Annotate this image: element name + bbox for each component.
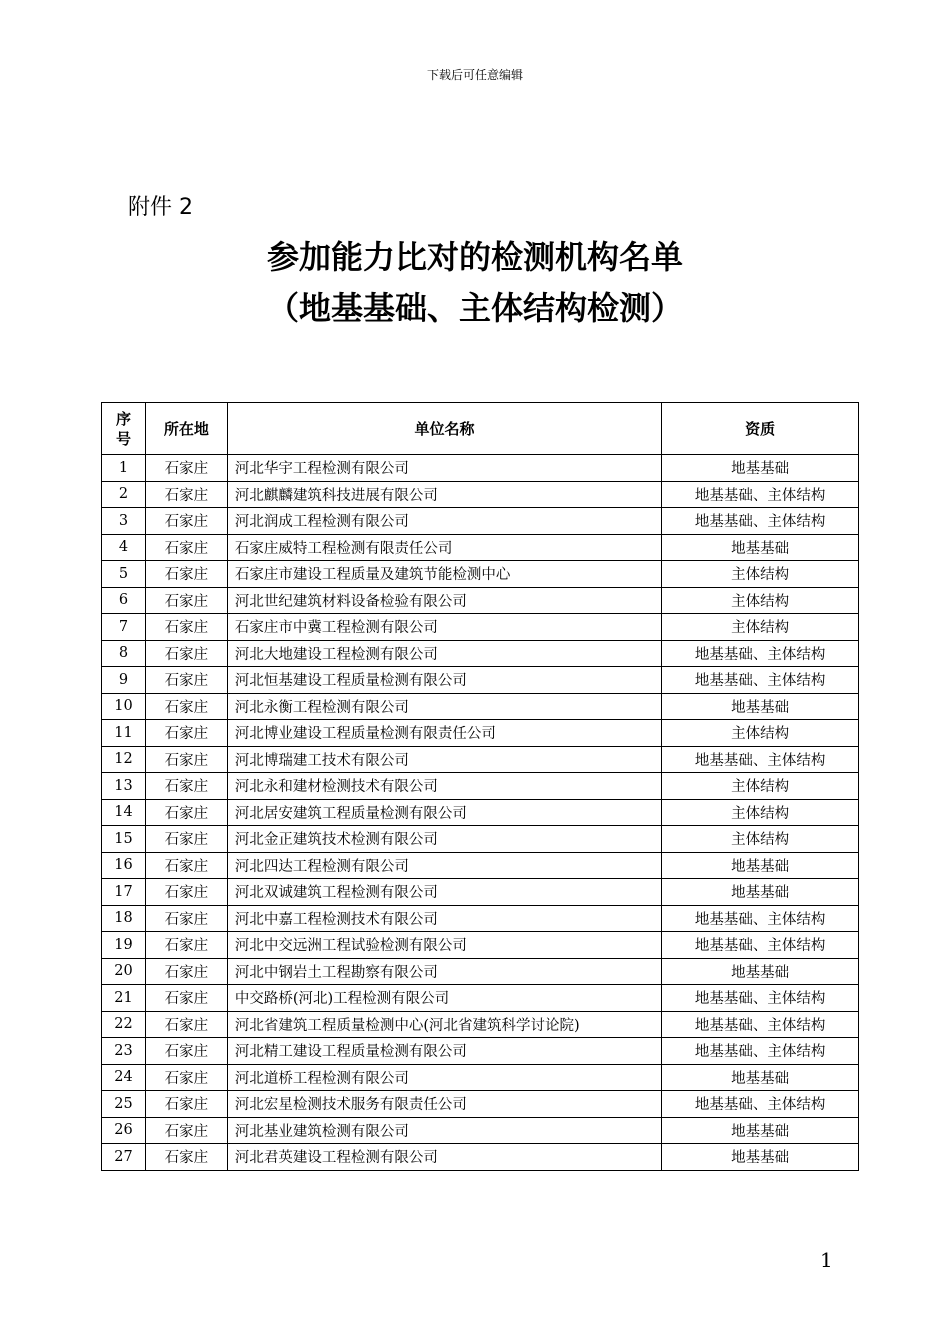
table-row [102,667,859,694]
cell-index: 26 [102,1117,146,1144]
cell-index: 15 [102,826,146,853]
cell-name: 河北双诚建筑工程检测有限公司 [227,879,661,906]
table-row [102,1117,859,1144]
cell-index: 21 [102,985,146,1012]
cell-name: 河北永衡工程检测有限公司 [227,693,661,720]
cell-name: 中交路桥(河北)工程检测有限公司 [227,985,661,1012]
table-row [102,746,859,773]
cell-index: 25 [102,1091,146,1118]
table-row [102,1038,859,1065]
cell-name: 河北麒麟建筑科技进展有限公司 [227,481,661,508]
table-row [102,587,859,614]
cell-name: 河北基业建筑检测有限公司 [227,1117,661,1144]
cell-index: 4 [102,534,146,561]
cell-location: 石家庄 [145,826,227,853]
cell-index: 6 [102,587,146,614]
cell-name: 石家庄威特工程检测有限责任公司 [227,534,661,561]
cell-qualification: 地基基础、主体结构 [662,667,859,694]
cell-location: 石家庄 [145,455,227,482]
cell-index: 5 [102,561,146,588]
table-row [102,481,859,508]
cell-location: 石家庄 [145,667,227,694]
cell-location: 石家庄 [145,1117,227,1144]
cell-qualification: 地基基础、主体结构 [662,1038,859,1065]
cell-qualification: 主体结构 [662,799,859,826]
cell-qualification: 地基基础、主体结构 [662,481,859,508]
document-title-line1: 参加能力比对的检测机构名单 [266,238,683,276]
header-name: 单位名称 [227,403,661,455]
cell-index: 10 [102,693,146,720]
cell-location: 石家庄 [145,932,227,959]
cell-name: 河北省建筑工程质量检测中心(河北省建筑科学讨论院) [227,1011,661,1038]
cell-location: 石家庄 [145,640,227,667]
cell-location: 石家庄 [145,1011,227,1038]
cell-qualification: 地基基础 [662,879,859,906]
document-title-line2: （地基基础、主体结构检测） [266,289,683,327]
cell-qualification: 地基基础 [662,958,859,985]
cell-index: 22 [102,1011,146,1038]
cell-name: 河北居安建筑工程质量检测有限公司 [227,799,661,826]
cell-name: 河北道桥工程检测有限公司 [227,1064,661,1091]
cell-name: 河北君英建设工程检测有限公司 [227,1144,661,1171]
cell-index: 23 [102,1038,146,1065]
cell-name: 河北宏星检测技术服务有限责任公司 [227,1091,661,1118]
cell-name: 石家庄市建设工程质量及建筑节能检测中心 [227,561,661,588]
cell-qualification: 地基基础、主体结构 [662,985,859,1012]
header-qualification: 资质 [662,403,859,455]
header-location: 所在地 [145,403,227,455]
cell-location: 石家庄 [145,481,227,508]
page-number: 1 [820,1248,833,1272]
cell-qualification: 地基基础 [662,534,859,561]
cell-name: 河北中嘉工程检测技术有限公司 [227,905,661,932]
table-row [102,985,859,1012]
cell-location: 石家庄 [145,958,227,985]
table-row [102,614,859,641]
header-index: 序号 [102,403,146,455]
institution-table [101,402,859,1171]
table-row [102,508,859,535]
cell-location: 石家庄 [145,561,227,588]
cell-name: 河北恒基建设工程质量检测有限公司 [227,667,661,694]
cell-name: 河北精工建设工程质量检测有限公司 [227,1038,661,1065]
table-row [102,773,859,800]
cell-qualification: 主体结构 [662,587,859,614]
cell-qualification: 主体结构 [662,614,859,641]
cell-location: 石家庄 [145,720,227,747]
cell-index: 18 [102,905,146,932]
cell-index: 1 [102,455,146,482]
cell-location: 石家庄 [145,905,227,932]
cell-location: 石家庄 [145,534,227,561]
cell-index: 20 [102,958,146,985]
table-row [102,561,859,588]
cell-qualification: 地基基础、主体结构 [662,1011,859,1038]
cell-qualification: 地基基础 [662,1117,859,1144]
header-note: 下载后可任意编辑 [426,68,523,82]
cell-index: 3 [102,508,146,535]
table-row [102,905,859,932]
cell-index: 11 [102,720,146,747]
cell-location: 石家庄 [145,852,227,879]
cell-qualification: 主体结构 [662,826,859,853]
attachment-label: 附件 2 [128,195,193,220]
cell-name: 河北博瑞建工技术有限公司 [227,746,661,773]
cell-qualification: 地基基础、主体结构 [662,640,859,667]
cell-location: 石家庄 [145,508,227,535]
table-row [102,455,859,482]
cell-qualification: 地基基础、主体结构 [662,508,859,535]
table-row [102,534,859,561]
cell-qualification: 主体结构 [662,773,859,800]
cell-name: 河北永和建材检测技术有限公司 [227,773,661,800]
cell-qualification: 地基基础、主体结构 [662,932,859,959]
cell-name: 河北华宇工程检测有限公司 [227,455,661,482]
cell-qualification: 地基基础 [662,455,859,482]
cell-location: 石家庄 [145,879,227,906]
cell-qualification: 地基基础、主体结构 [662,746,859,773]
cell-index: 17 [102,879,146,906]
cell-qualification: 地基基础 [662,1064,859,1091]
cell-index: 12 [102,746,146,773]
cell-name: 河北大地建设工程检测有限公司 [227,640,661,667]
table-row [102,879,859,906]
table-row [102,826,859,853]
cell-location: 石家庄 [145,1144,227,1171]
cell-location: 石家庄 [145,1038,227,1065]
cell-index: 16 [102,852,146,879]
cell-name: 河北中钢岩土工程勘察有限公司 [227,958,661,985]
cell-index: 19 [102,932,146,959]
cell-location: 石家庄 [145,746,227,773]
table-row [102,720,859,747]
cell-location: 石家庄 [145,614,227,641]
table-row [102,1011,859,1038]
cell-name: 河北世纪建筑材料设备检验有限公司 [227,587,661,614]
cell-qualification: 主体结构 [662,720,859,747]
cell-location: 石家庄 [145,587,227,614]
cell-qualification: 地基基础 [662,1144,859,1171]
table-row [102,1064,859,1091]
table-header-row [102,403,859,455]
cell-index: 24 [102,1064,146,1091]
table-row [102,932,859,959]
cell-qualification: 地基基础 [662,693,859,720]
table-row [102,1091,859,1118]
cell-index: 27 [102,1144,146,1171]
cell-qualification: 地基基础 [662,852,859,879]
table-row [102,1144,859,1171]
cell-location: 石家庄 [145,799,227,826]
cell-name: 石家庄市中冀工程检测有限公司 [227,614,661,641]
cell-index: 7 [102,614,146,641]
table-row [102,640,859,667]
cell-location: 石家庄 [145,773,227,800]
cell-name: 河北博业建设工程质量检测有限责任公司 [227,720,661,747]
table-row [102,693,859,720]
cell-index: 14 [102,799,146,826]
table-row [102,852,859,879]
table-row [102,958,859,985]
cell-name: 河北四达工程检测有限公司 [227,852,661,879]
table-row [102,799,859,826]
cell-index: 9 [102,667,146,694]
cell-location: 石家庄 [145,985,227,1012]
cell-index: 8 [102,640,146,667]
cell-name: 河北金正建筑技术检测有限公司 [227,826,661,853]
cell-qualification: 主体结构 [662,561,859,588]
cell-name: 河北润成工程检测有限公司 [227,508,661,535]
cell-name: 河北中交远洲工程试验检测有限公司 [227,932,661,959]
cell-index: 2 [102,481,146,508]
cell-location: 石家庄 [145,693,227,720]
cell-qualification: 地基基础、主体结构 [662,905,859,932]
cell-location: 石家庄 [145,1064,227,1091]
cell-qualification: 地基基础、主体结构 [662,1091,859,1118]
cell-index: 13 [102,773,146,800]
cell-location: 石家庄 [145,1091,227,1118]
